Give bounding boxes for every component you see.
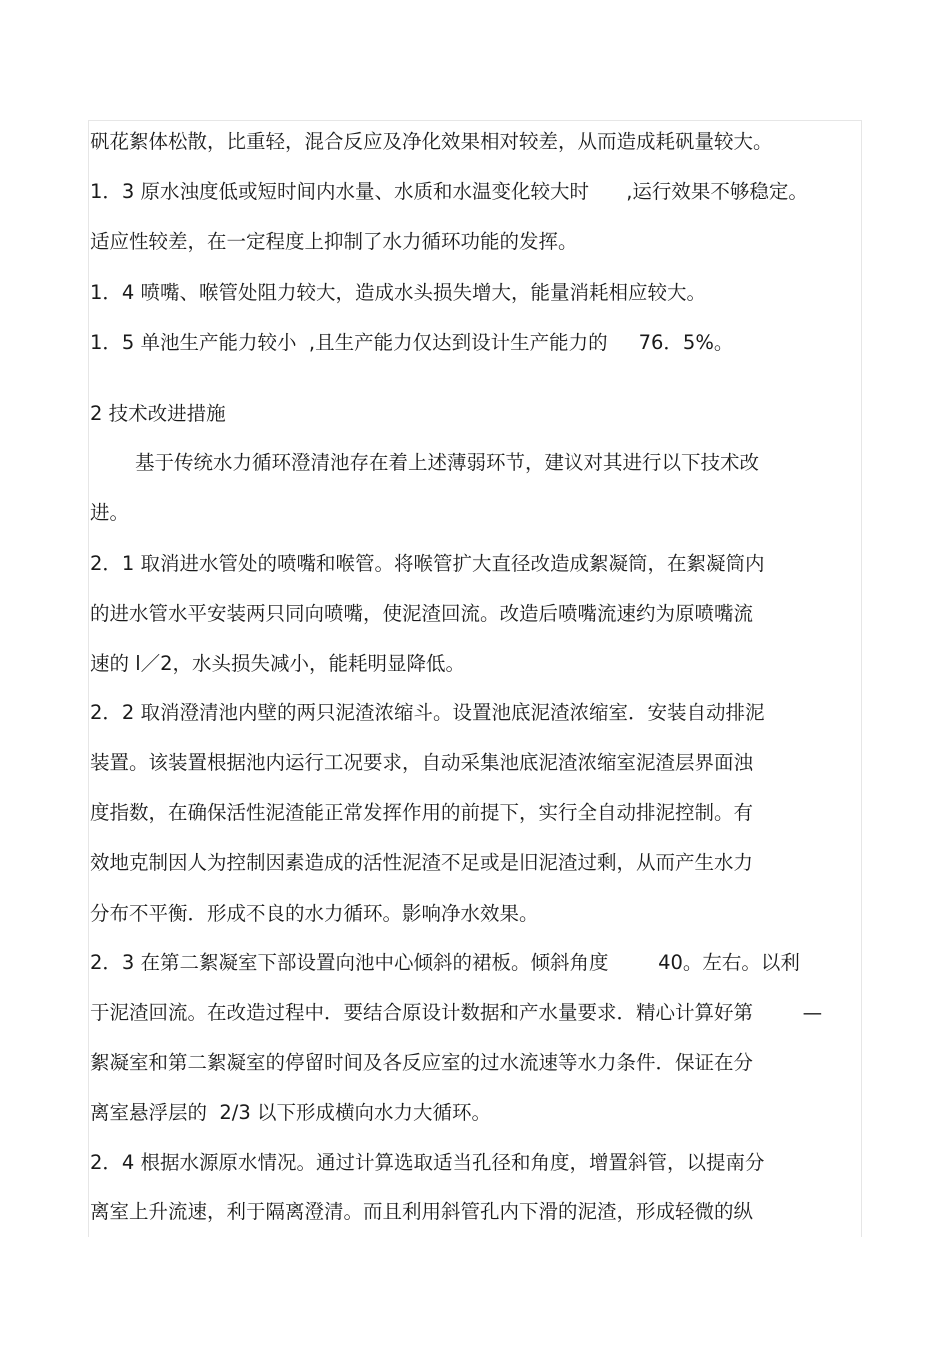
text-line-14: 度指数，在确保活性泥渣能正常发挥作用的前提下，实行全自动排泥控制。有 — [90, 801, 754, 824]
text-line-16: 分布不平衡．形成不良的水力循环。影响净水效果。 — [90, 902, 539, 925]
text-line-19: 絮凝室和第二絮凝室的停留时间及各反应室的过水流速等水力条件．保证在分 — [90, 1051, 754, 1074]
text-line-10: 的进水管水平安装两只同向喷嘴，使泥渣回流。改造后喷嘴流速约为原喷嘴流 — [90, 602, 754, 625]
page-frame-left — [88, 120, 89, 1237]
section-2-4: 2．4 根据水源原水情况。通过计算选取适当孔径和角度，增置斜管，以提南分 — [90, 1151, 765, 1174]
text-line-15: 效地克制因人为控制因素造成的活性泥渣不足或是旧泥渣过剩，从而产生水力 — [90, 851, 754, 874]
text-line-11: 速的 l／2，水头损失减小，能耗明显降低。 — [90, 652, 466, 675]
section-1-3: 1．3 原水浊度低或短时间内水量、水质和水温变化较大时 ,运行效果不够稳定。 — [90, 180, 808, 203]
section-1-4: 1．4 喷嘴、喉管处阻力较大，造成水头损失增大，能量消耗相应较大。 — [90, 281, 707, 304]
page-frame-top — [88, 120, 862, 121]
paragraph-intro: 基于传统水力循环澄清池存在着上述薄弱环节，建议对其进行以下技术改 — [135, 451, 760, 474]
text-line-20: 离室悬浮层的 2/3 以下形成横向水力大循环。 — [90, 1101, 491, 1124]
section-2-2: 2．2 取消澄清池内壁的两只泥渣浓缩斗。设置池底泥渣浓缩室．安装自动排泥 — [90, 701, 765, 724]
section-heading-2: 2 技术改进措施 — [90, 402, 226, 425]
text-line-22: 离室上升流速，利于隔离澄清。而且利用斜管孔内下滑的泥渣，形成轻微的纵 — [90, 1200, 754, 1223]
text-line-3: 适应性较差，在一定程度上抑制了水力循环功能的发挥。 — [90, 230, 578, 253]
text-line-1: 矾花絮体松散，比重轻，混合反应及净化效果相对较差，从而造成耗矾量较大。 — [90, 130, 773, 153]
section-2-3: 2．3 在第二絮凝室下部设置向池中心倾斜的裙板。倾斜角度 40。左右。以利 — [90, 951, 800, 974]
text-line-18: 于泥渣回流。在改造过程中．要结合原设计数据和产水量要求．精心计算好第 — — [90, 1001, 823, 1024]
section-1-5: 1．5 单池生产能力较小 ,且生产能力仅达到设计生产能力的 76．5%。 — [90, 331, 734, 354]
section-2-1: 2．1 取消进水管处的喷嘴和喉管。将喉管扩大直径改造成絮凝筒，在絮凝筒内 — [90, 552, 765, 575]
text-line-8: 进。 — [90, 501, 130, 524]
text-line-13: 装置。该装置根据池内运行工况要求，自动采集池底泥渣浓缩室泥渣层界面浊 — [90, 751, 754, 774]
page-frame-right — [861, 120, 862, 1237]
